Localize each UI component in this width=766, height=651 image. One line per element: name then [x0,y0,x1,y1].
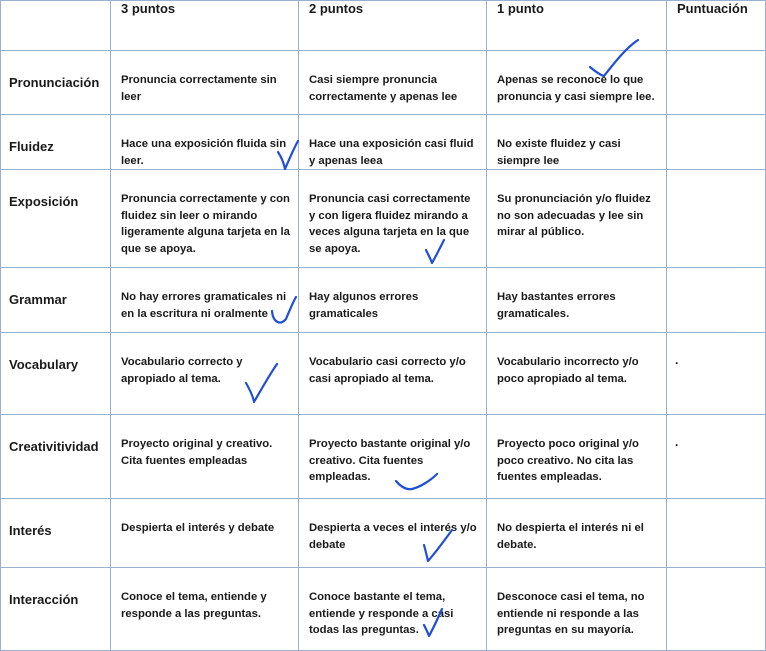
criterion-cell: Creativitividad [1,415,111,499]
score-cell[interactable]: . [667,415,766,499]
row-creatividad [1,415,766,499]
level-2-cell: Proyecto bastante original y/o creativo. Cita fuentes empleadas. [299,415,487,499]
header-2-puntos: 2 puntos [299,1,487,51]
level-1-cell: Vocabulario incorrecto y/o poco apropiado al tema. [487,333,667,415]
level-2-cell: Conoce bastante el tema, entiende y responde a casi todas las preguntas. [299,568,487,651]
score-cell[interactable]: . [667,333,766,415]
level-1-cell: No despierta el interés ni el debate. [487,499,667,568]
header-row [1,1,766,51]
row-grammar [1,268,766,333]
level-2-cell: Pronuncia casi correctamente y con ligera fluidez mirando a veces alguna tarjeta en la que se apoya. [299,170,487,268]
level-1-cell: Hay bastantes errores gramaticales. [487,268,667,333]
level-2-cell: Despierta a veces el interés y/o debate [299,499,487,568]
level-3-cell: Proyecto original y creativo. Cita fuentes empleadas [111,415,299,499]
level-1-cell: Su pronunciación y/o fluidez no son adecuadas y lee sin mirar al público. [487,170,667,268]
corner-cell [1,1,111,51]
level-2-cell: Hay algunos errores gramaticales [299,268,487,333]
score-cell[interactable] [667,115,766,170]
criterion-cell: Vocabulary [1,333,111,415]
score-cell[interactable] [667,499,766,568]
criterion-cell: Grammar [1,268,111,333]
criterion-cell: Pronunciación [1,51,111,115]
criterion-cell: Interés [1,499,111,568]
criterion-cell: Fluidez [1,115,111,170]
header-3-puntos: 3 puntos [111,1,299,51]
score-cell[interactable] [667,170,766,268]
level-2-cell: Casi siempre pronuncia correctamente y apenas lee [299,51,487,115]
level-3-cell: Conoce el tema, entiende y responde a las preguntas. [111,568,299,651]
row-interaccion [1,568,766,651]
level-3-cell: Vocabulario correcto y apropiado al tema. [111,333,299,415]
row-exposicion [1,170,766,268]
level-2-cell: Hace una exposición casi fluid y apenas leea [299,115,487,170]
level-3-cell: Despierta el interés y debate [111,499,299,568]
header-puntuacion: Puntuación [667,1,766,51]
row-interes [1,499,766,568]
row-pronunciacion [1,51,766,115]
score-cell[interactable] [667,568,766,651]
level-3-cell: Pronuncia correctamente y con fluidez sin leer o mirando ligeramente alguna tarjeta en la que se apoya. [111,170,299,268]
criterion-cell: Interacción [1,568,111,651]
criterion-cell: Exposición [1,170,111,268]
score-cell[interactable] [667,51,766,115]
level-1-cell: Proyecto poco original y/o poco creativo. No cita las fuentes empleadas. [487,415,667,499]
level-3-cell: Hace una exposición fluida sin leer. [111,115,299,170]
level-2-cell: Vocabulario casi correcto y/o casi apropiado al tema. [299,333,487,415]
header-1-punto: 1 punto [487,1,667,51]
level-1-cell: Desconoce casi el tema, no entiende ni responde a las preguntas en su mayoría. [487,568,667,651]
level-3-cell: Pronuncia correctamente sin leer [111,51,299,115]
level-3-cell: No hay errores gramaticales ni en la escritura ni oralmente [111,268,299,333]
row-vocabulary [1,333,766,415]
level-1-cell: Apenas se reconoce lo que pronuncia y casi siempre lee. [487,51,667,115]
level-1-cell: No existe fluidez y casi siempre lee [487,115,667,170]
row-fluidez [1,115,766,170]
score-cell[interactable] [667,268,766,333]
